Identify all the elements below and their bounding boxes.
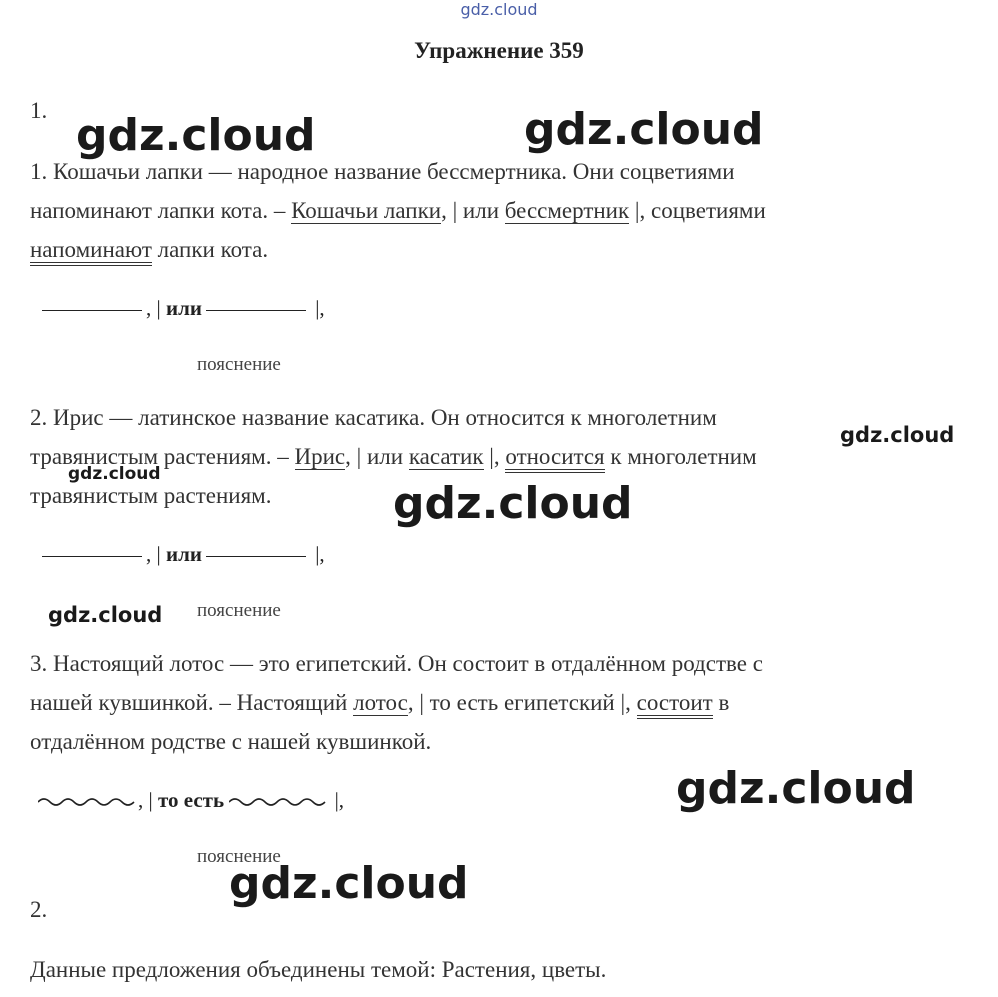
scheme-line (42, 310, 142, 311)
item-1-line-2 (30, 191, 766, 230)
item-1-apposition: бессмертник (504, 198, 630, 223)
scheme-word: или (165, 296, 202, 320)
item-2-subject: Ирис (294, 444, 346, 469)
scheme-line (206, 310, 306, 311)
scheme-line (206, 556, 306, 557)
scheme-sep: , | (146, 542, 166, 566)
item-3-text-e: в (712, 690, 730, 715)
item-1-text-e: |, соцветиями (629, 198, 766, 223)
scheme-sep: , | (146, 296, 166, 320)
item-3-line-2 (30, 683, 729, 722)
item-1-subject: Кошачьи лапки (291, 198, 442, 223)
scheme-end: |, (334, 788, 345, 812)
item-1-line-3 (30, 230, 268, 269)
item-2-predicate: относится (505, 444, 604, 473)
item-1-explanation: пояснение (197, 354, 281, 375)
watermark: gdz.cloud (676, 763, 916, 814)
wavy-line-icon (229, 795, 329, 809)
item-2-scheme (38, 542, 325, 567)
item-2-line-1: 2. Ирис — латинское название касатика. Он относится к многолетним (30, 405, 717, 430)
item-1-scheme (38, 296, 325, 321)
watermark: gdz.cloud (76, 110, 316, 161)
scheme-sep: , | (138, 788, 158, 812)
item-2-text-c: , | или (345, 444, 409, 469)
wavy-line-icon (38, 795, 138, 809)
watermark: gdz.cloud (393, 478, 633, 529)
item-3-line-3: отдалённом родстве с нашей кувшинкой. (30, 729, 432, 754)
item-3-line-1: 3. Настоящий лотос — это египетский. Он состоит в отдалённом родстве с (30, 651, 763, 676)
watermark: gdz.cloud (48, 603, 163, 627)
top-watermark: gdz.cloud (460, 0, 538, 19)
item-3-text-a: нашей кувшинкой. – Настоящий (30, 690, 354, 715)
item-1-text-c: , | или (441, 198, 505, 223)
scheme-word: или (165, 542, 202, 566)
watermark: gdz.cloud (229, 858, 469, 909)
item-2-text-a: травянистым растениям. – (30, 444, 295, 469)
item-1-text-end: лапки кота. (151, 237, 269, 262)
item-3-subject: лотос (353, 690, 408, 715)
item-1-line-1: 1. Кошачьи лапки — народное название бессмертника. Они соцветиями (30, 159, 735, 184)
item-2-apposition: касатик (408, 444, 484, 469)
watermark: gdz.cloud (524, 104, 764, 155)
scheme-line (42, 556, 142, 557)
item-2-text-e: |, (483, 444, 506, 469)
item-2-line-3: травянистым растениям. (30, 483, 272, 508)
answer-text: Данные предложения объединены темой: Растения, цветы. (30, 957, 607, 982)
item-3-explanation: пояснение (197, 846, 281, 867)
scheme-end: |, (315, 296, 325, 320)
scheme-end: |, (315, 542, 325, 566)
item-1-predicate: напоминают (30, 237, 152, 266)
item-2-text-g: к многолетним (604, 444, 757, 469)
scheme-word: то есть (157, 788, 225, 812)
watermark: gdz.cloud (840, 423, 955, 447)
item-1-text-a: напоминают лапки кота. – (30, 198, 292, 223)
page-title: Упражнение 359 (414, 38, 584, 63)
item-3-predicate: состоит (637, 690, 713, 719)
item-3-text-c: , | то есть египетский |, (407, 690, 637, 715)
part-2-label: 2. (30, 897, 48, 922)
item-3-scheme (38, 788, 344, 813)
part-1-label: 1. (30, 98, 48, 123)
watermark: gdz.cloud (68, 464, 161, 484)
item-2-explanation: пояснение (197, 600, 281, 621)
